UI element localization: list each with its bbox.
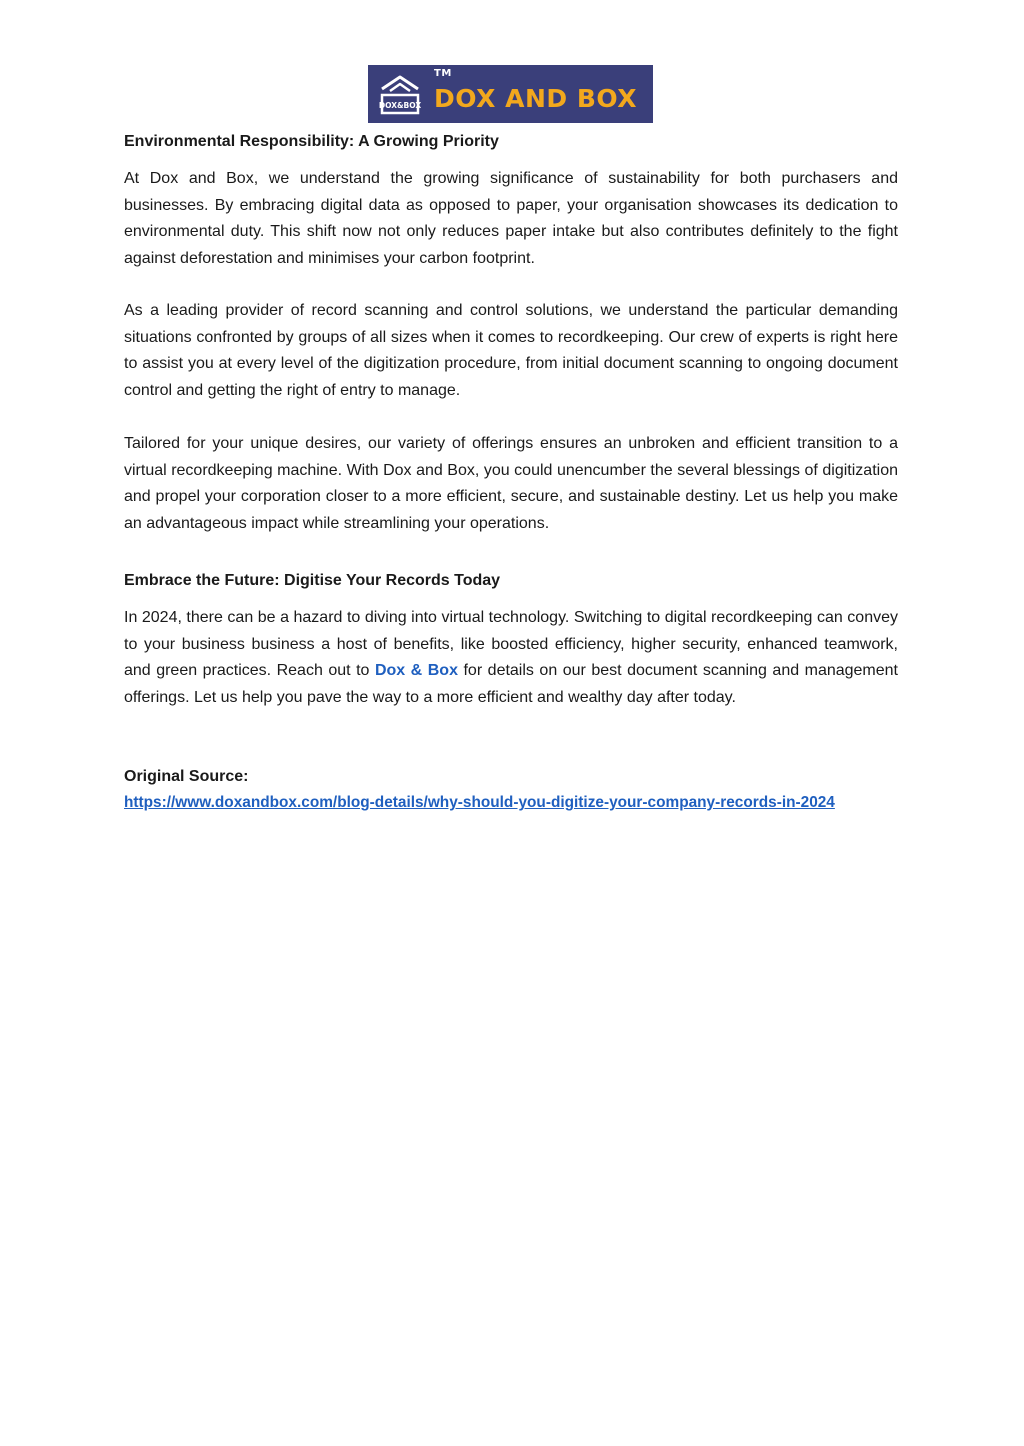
paragraph-2024-text-start: In 2024, there can be a hazard to diving into virtual technology. Switching to digital recordkeeping can convey to your business business a host of benefits, like boosted efficiency, higher security, enhanced teamwork, and green practices. Reach out to (124, 609, 898, 679)
original-source-link[interactable]: https://www.doxandbox.com/blog-details/why-should-you-digitize-your-company-records-in-2024 (124, 794, 835, 811)
logo-wordmark (434, 67, 638, 113)
original-source-label: Original Source: (124, 768, 249, 785)
paragraph-tailored: Tailored for your unique desires, our variety of offerings ensures an unbroken and efficient transition to a virtual recordkeeping machine. With Dox and Box, you could unencumber the several blessings of digitization and propel your corporation closer to a more efficient, secure, and sustainable destiny. Let us help you make an advantageous impact while streamlining your operations. (124, 435, 898, 532)
company-logo (368, 65, 653, 123)
section-heading-embrace: Embrace the Future: Digitise Your Records Today (124, 572, 501, 589)
paragraph-provider: As a leading provider of record scanning and control solutions, we understand the particular demanding situations confronted by groups of all sizes when it comes to recordkeeping. Our crew of experts is right here to assist you at every level of the digitization procedure, from initial document scanning to ongoing document control and getting the right of entry to manage. (124, 302, 898, 399)
box-icon (374, 69, 426, 119)
paragraph-2024-text-end: for details on our best document scanning and management offerings. Let us help you pave the way to a more efficient and wealthy day after today. (124, 662, 899, 706)
logo-name: DOX AND BOX (434, 83, 638, 113)
paragraph-sustainability: At Dox and Box, we understand the growing significance of sustainability for both purchasers and businesses. By embracing digital data as opposed to paper, your organisation showcases its dedication to environmental duty. This shift now not only reduces paper intake but also contributes definitely to the fight against deforestation and minimises your carbon footprint. (124, 170, 898, 267)
dox-and-box-link[interactable]: Dox & Box (374, 662, 458, 679)
paragraph-2024 (124, 605, 898, 711)
logo-mark-text: DOX&BOX (378, 101, 422, 110)
section-heading-environmental: Environmental Responsibility: A Growing Priority (124, 133, 499, 150)
trademark-label: TM (434, 67, 452, 79)
